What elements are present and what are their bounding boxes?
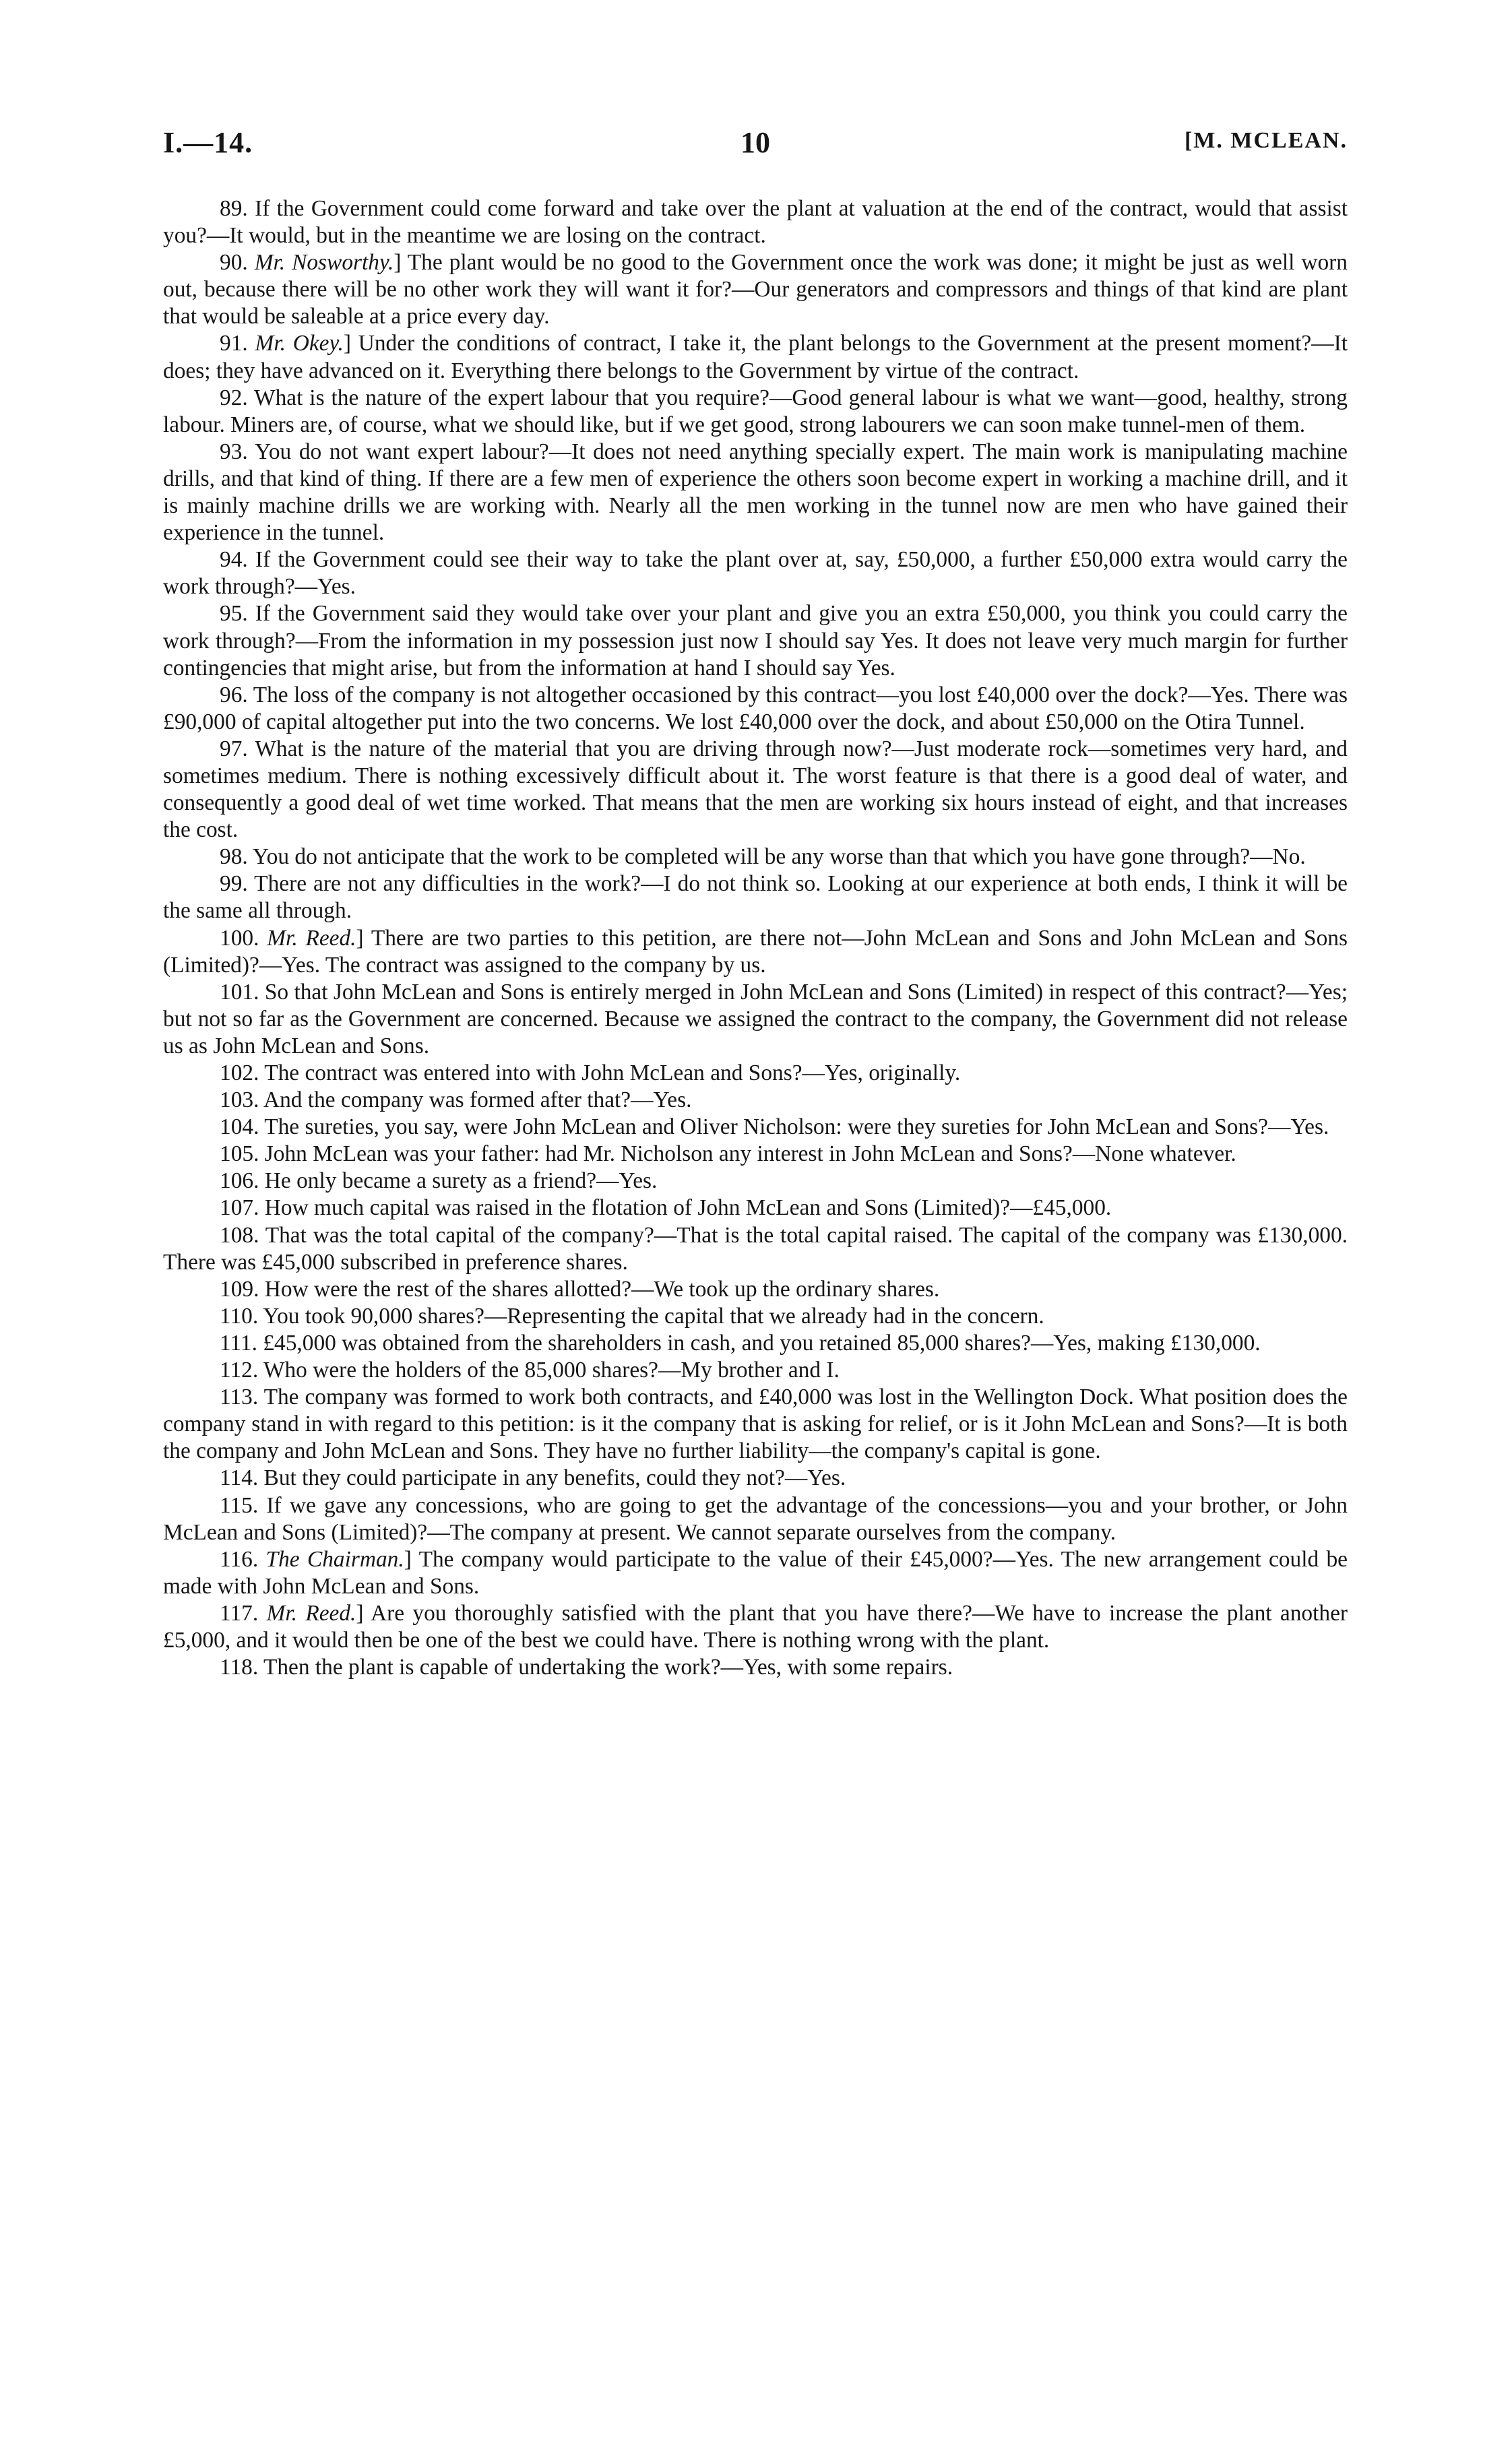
question-paragraph xyxy=(163,1384,1348,1465)
question-answer-text: ] There are two parties to this petition, are there not—John McLean and Sons and John McLean and Sons (Limited)?—Yes. The contract was assigned to the company by us. xyxy=(163,925,1348,978)
question-number: 108. xyxy=(220,1222,265,1248)
question-answer-text: If we gave any concessions, who are going to get the advantage of the concessions—you and your brother, or John McLean and Sons (Limited)?—The company at present. We cannot separate ourselves from the company. xyxy=(163,1492,1348,1545)
question-number: 99. xyxy=(220,871,255,897)
question-paragraph xyxy=(163,1546,1348,1600)
question-answer-text: You do not anticipate that the work to be completed will be any worse than that which you have gone through?—No. xyxy=(252,844,1306,870)
question-answer-text: The company was formed to work both contracts, and £40,000 was lost in the Wellington Dock. What position does the company stand in with regard to this petition: is it the company that is asking for relief, or is it John McLean and Sons?—It is both the company and John McLean and Sons. They have no further liability—the company's capital is gone. xyxy=(163,1385,1348,1464)
question-number: 95. xyxy=(220,601,255,627)
question-paragraph xyxy=(163,1114,1348,1141)
question-number: 116. xyxy=(220,1546,266,1572)
question-answer-text: But they could participate in any benefits, could they not?—Yes. xyxy=(263,1465,846,1491)
question-paragraph xyxy=(163,870,1348,924)
question-number: 91. xyxy=(220,331,255,356)
question-answer-text: If the Government could see their way to take the plant over at, say, £50,000, a further £50,000 extra would carry the work through?—Yes. xyxy=(163,547,1348,600)
question-paragraph xyxy=(163,1465,1348,1492)
question-number: 118. xyxy=(220,1655,263,1680)
question-answer-text: So that John McLean and Sons is entirely merged in John McLean and Sons (Limited) in respect of this contract?—Yes; but not so far as the Government are concerned. Because we assigned the contract to the company, the Government did not release us as John McLean and Sons. xyxy=(163,979,1348,1058)
question-paragraph xyxy=(163,682,1348,736)
question-paragraph xyxy=(163,925,1348,979)
question-number: 117. xyxy=(220,1600,267,1626)
question-paragraph xyxy=(163,979,1348,1060)
question-paragraph xyxy=(163,195,1348,249)
question-answer-text: ] Are you thoroughly satisfied with the plant that you have there?—We have to increase the plant another £5,000, and it would then be one of the best we could have. There is nothing wrong with the plant. xyxy=(163,1600,1348,1653)
speaker-name: Mr. Reed. xyxy=(266,1600,356,1626)
question-paragraph xyxy=(163,1168,1348,1195)
question-answer-text: John McLean was your father: had Mr. Nicholson any interest in John McLean and Sons?—None whatever. xyxy=(264,1141,1236,1167)
question-number: 109. xyxy=(220,1276,265,1302)
speaker-name: The Chairman. xyxy=(265,1546,404,1572)
speaker-name: Mr. Okey. xyxy=(255,331,344,356)
question-number: 101. xyxy=(220,979,265,1005)
question-number: 111. xyxy=(220,1330,263,1356)
question-paragraph xyxy=(163,1141,1348,1168)
question-answer-text: ] The plant would be no good to the Government once the work was done; it might be just as well worn out, because there will be no other work they will want it for?—Our generators and compressors and things of that kind are plant that would be saleable at a price every day. xyxy=(163,250,1348,329)
question-answer-text: You do not want expert labour?—It does not need anything specially expert. The main work is manipulating machine drills, and that kind of thing. If there are a few men of experience the others soon become expert in working a machine drill, and it is mainly machine drills we are working with. Nearly all the men working in the tunnel now are men who have gained their experience in the tunnel. xyxy=(163,439,1348,546)
question-answer-text: You took 90,000 shares?—Representing the capital that we already had in the concern. xyxy=(263,1303,1044,1329)
question-paragraph xyxy=(163,1303,1348,1330)
question-number: 92. xyxy=(220,385,255,410)
question-answer-text: If the Government said they would take over your plant and give you an extra £50,000, you think you could carry the work through?—From the information in my possession just now I should say Yes. It does not leave very much margin for further contingencies that might arise, but from the information at hand I should say Yes. xyxy=(163,601,1348,680)
question-paragraph xyxy=(163,1087,1348,1114)
question-paragraph xyxy=(163,1276,1348,1303)
question-number: 97. xyxy=(220,736,255,761)
question-answer-text: The sureties, you say, were John McLean and Oliver Nicholson: were they sureties for John McLean and Sons?—Yes. xyxy=(264,1114,1329,1140)
question-number: 110. xyxy=(220,1303,263,1329)
page-header xyxy=(163,125,1348,166)
page-number: 10 xyxy=(741,126,770,159)
question-paragraph xyxy=(163,439,1348,546)
question-paragraph xyxy=(163,1357,1348,1384)
question-paragraph xyxy=(163,1195,1348,1222)
question-number: 103. xyxy=(220,1087,263,1113)
question-answer-text: Who were the holders of the 85,000 shares?—My brother and I. xyxy=(263,1358,840,1383)
document-reference: I.—14. xyxy=(163,126,253,159)
question-paragraph xyxy=(163,844,1348,870)
question-paragraph xyxy=(163,1492,1348,1546)
question-number: 102. xyxy=(220,1060,265,1085)
question-number: 107. xyxy=(220,1195,265,1221)
question-paragraph xyxy=(163,1330,1348,1357)
question-number: 93. xyxy=(220,439,255,464)
question-answer-text: ] Under the conditions of contract, I take it, the plant belongs to the Government at the present moment?—It does; they have advanced on it. Everything there belongs to the Government by virtue of the contract. xyxy=(163,331,1348,383)
question-paragraph xyxy=(163,736,1348,844)
question-answer-text: And the company was formed after that?—Yes. xyxy=(263,1087,692,1113)
question-number: 104. xyxy=(220,1114,265,1140)
question-number: 105. xyxy=(220,1141,265,1167)
question-number: 89. xyxy=(220,196,255,221)
speaker-name: Mr. Nosworthy. xyxy=(254,250,394,276)
question-answer-text: What is the nature of the material that you are driving through now?—Just moderate rock—sometimes very hard, and sometimes medium. There is nothing excessively difficult about it. The worst feature is that there is a good deal of water, and consequently a good deal of wet time worked. That means that the men are working six hours instead of eight, and that increases the cost. xyxy=(163,736,1348,843)
question-number: 114. xyxy=(220,1465,264,1491)
question-answer-text: £45,000 was obtained from the shareholders in cash, and you retained 85,000 shares?—Yes, making £130,000. xyxy=(263,1330,1261,1356)
question-answer-text: There are not any difficulties in the work?—I do not think so. Looking at our experience at both ends, I think it will be the same all through. xyxy=(163,871,1348,924)
question-paragraph xyxy=(163,546,1348,600)
question-answer-text: That was the total capital of the company?—That is the total capital raised. The capital of the company was £130,000. There was £45,000 subscribed in preference shares. xyxy=(163,1222,1348,1275)
question-number: 98. xyxy=(220,844,253,870)
question-number: 106. xyxy=(220,1168,265,1194)
question-number: 100. xyxy=(220,925,267,951)
question-number: 96. xyxy=(220,682,253,707)
question-answer-text: If the Government could come forward and take over the plant at valuation at the end of the contract, would that assist you?—It would, but in the meantime we are losing on the contract. xyxy=(163,196,1348,249)
question-paragraph xyxy=(163,1060,1348,1087)
witness-name: [M. MCLEAN. xyxy=(1184,128,1348,153)
question-paragraph xyxy=(163,1654,1348,1681)
question-paragraph xyxy=(163,330,1348,384)
question-answer-text: ] The company would participate to the value of their £45,000?—Yes. The new arrangement could be made with John McLean and Sons. xyxy=(163,1546,1348,1599)
question-answer-text: He only became a surety as a friend?—Yes. xyxy=(264,1168,658,1194)
question-paragraph xyxy=(163,1600,1348,1654)
question-answer-text: How were the rest of the shares allotted?—We took up the ordinary shares. xyxy=(264,1276,940,1302)
question-paragraph xyxy=(163,600,1348,681)
question-paragraph xyxy=(163,385,1348,439)
speaker-name: Mr. Reed. xyxy=(267,925,356,951)
question-answer-text: The contract was entered into with John McLean and Sons?—Yes, originally. xyxy=(264,1060,961,1085)
evidence-text xyxy=(163,195,1348,1681)
question-paragraph xyxy=(163,249,1348,330)
question-number: 90. xyxy=(220,250,255,276)
question-paragraph xyxy=(163,1222,1348,1276)
question-number: 112. xyxy=(220,1358,263,1383)
question-answer-text: Then the plant is capable of undertaking the work?—Yes, with some repairs. xyxy=(263,1655,953,1680)
question-answer-text: What is the nature of the expert labour that you require?—Good general labour is what we want—good, healthy, strong labour. Miners are, of course, what we should like, but if we get good, strong labourers we can soon make tunnel-men of them. xyxy=(163,385,1348,437)
question-answer-text: How much capital was raised in the flotation of John McLean and Sons (Limited)?—£45,000. xyxy=(264,1195,1112,1221)
question-answer-text: The loss of the company is not altogether occasioned by this contract—you lost £40,000 over the dock?—Yes. There was £90,000 of capital altogether put into the two concerns. We lost £40,000 over the dock, and about £50,000 on the Otira Tunnel. xyxy=(163,682,1348,734)
question-number: 115. xyxy=(220,1492,267,1518)
question-number: 113. xyxy=(220,1385,264,1410)
question-number: 94. xyxy=(220,547,255,573)
